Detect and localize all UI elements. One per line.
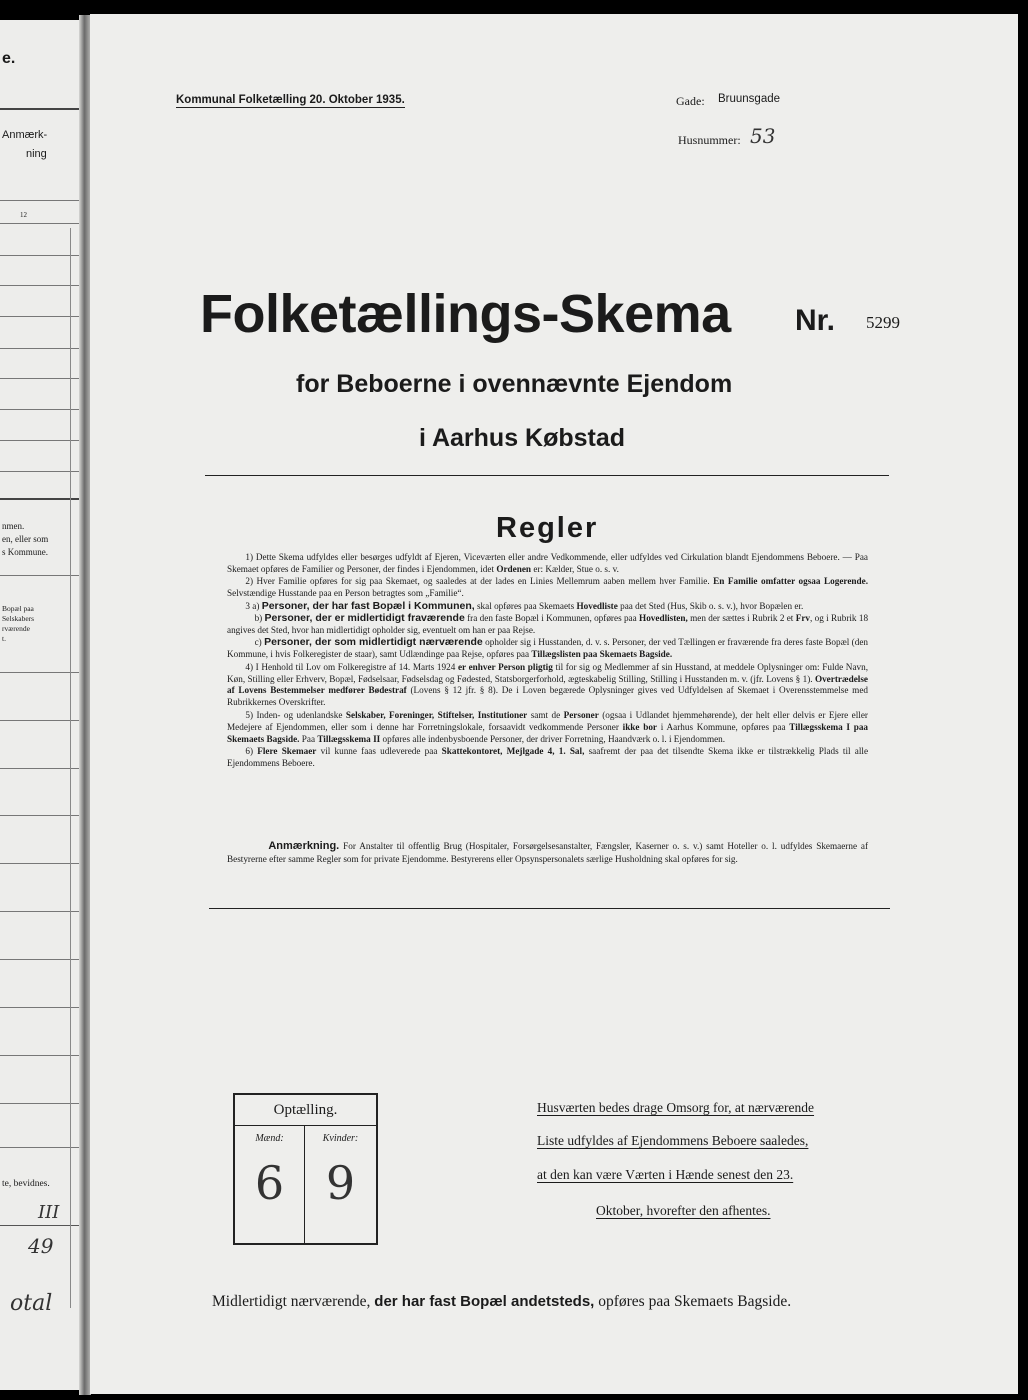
left-col-number: 12 xyxy=(20,211,27,219)
left-page-fragment xyxy=(0,20,82,1390)
women-count-value: 9 xyxy=(325,1156,356,1210)
bottom-divider xyxy=(209,908,890,909)
rule-4: 4) I Henhold til Lov om Folkeregistre af 14. Marts 1924 er enhver Person pligtig til for sig og Medlemmer af sin Husstand, at meddele Oplysninger om: Fulde Navn, Køn, Stilling eller Erhverv, Bopæl, Fødselsaar, Fødselsdag og Fødested, Statsborgerforhold, ægteskabelig Stilling, Stilling i Husstanden m. v. (jfr. Lovens § 1). Overtrædelse af Lovens Bestemmelser medfører Bødestraf (Lovens § 12 jfr. § 8). De i Loven begærede Oplysninger gives ved Udfyldelsen af Skemaet i Overensstemmelse med Rubrikkernes Overskrifter. xyxy=(227,661,869,708)
rules-heading: Regler xyxy=(496,512,599,544)
left-handwriting-c: otal xyxy=(10,1291,53,1316)
street-value: Bruunsgade xyxy=(718,93,781,105)
landlord-note-line-4: Oktober, hvorefter den afhentes. xyxy=(596,1203,771,1218)
left-handwriting-a: III xyxy=(38,1202,60,1223)
left-fragment-a2: en, eller som xyxy=(2,534,49,544)
rule-5: 5) Inden- og udenlandske Selskaber, Foreninger, Stiftelser, Institutioner samt de Personer (ogsaa i Udlandet hjemmehørende), der helt eller delvis er Ejere eller Medejere af Ejendommen, eller som i denne har Forretningslokale, forsaavidt vedkommende Personer ikke bor i Aarhus Kommune, opføres paa Tillægsskema I paa Skemaets Bagside. Paa Tillægsskema II opføres alle indenbysboende Personer, der driver Forretning, Haandværk o. l. i Ejendommen. xyxy=(227,709,869,744)
left-handwriting-b: 49 xyxy=(28,1234,54,1258)
census-title: Kommunal Folketælling 20. Oktober 1935. xyxy=(176,94,405,106)
rule-6: 6) Flere Skemaer vil kunne faas udleverede paa Skattekontoret, Mejlgade 4, 1. Sal, saafremt der paa det tilsendte Skema ikke er tilstrækkelig Plads til alle Ejendommens Beboere. xyxy=(227,746,869,768)
footer-bold: der har fast Bopæl andetsteds, xyxy=(374,1293,595,1310)
footer-notice xyxy=(212,1293,791,1311)
remark-paragraph xyxy=(227,840,868,865)
remark-text: For Anstalter til offentlig Brug (Hospitaler, Forsørgelsesanstalter, Fængsler, Kaserner o. s. v.) samt Hoteller o. l. udfyldes Skemaerne af Bestyrerne efter samme Regler som for private Ejendomme. Bestyrerens eller Opsynspersonalets særlige Husholdning skal opføres for sig. xyxy=(227,841,869,864)
left-col-header-2: ning xyxy=(26,148,47,160)
remark-label: Anmærkning. xyxy=(268,840,340,852)
landlord-note-line-3: at den kan være Værten i Hænde senest den 23. xyxy=(537,1167,794,1182)
footer-post: opføres paa Skemaets Bagside. xyxy=(598,1293,792,1310)
men-label: Mænd: xyxy=(255,1133,284,1144)
landlord-note-line-2: Liste udfyldes af Ejendommens Beboere saaledes, xyxy=(537,1133,809,1148)
rule-3c: c) Personer, der som midlertidigt nærværende opholder sig i Husstanden, d. v. s. Personer, der ved Tællingen er fraværende fra deres faste Bopæl (den Kommune, i hvis Folkeregister de staar), samt Udlændinge paa Rejse, opføres paa Tillægslisten paa Skemaets Bagside. xyxy=(227,636,869,660)
street-label: Gade: xyxy=(676,94,705,108)
house-number-label: Husnummer: xyxy=(678,133,741,147)
left-fragment-b1: Bopæl paa xyxy=(2,604,34,613)
footer-pre: Midlertidigt nærværende, xyxy=(212,1293,371,1310)
title-divider xyxy=(205,475,889,476)
left-fragment-b2: Selskabers xyxy=(2,614,35,623)
form-subtitle-2: i Aarhus Købstad xyxy=(419,424,626,452)
rule-1: 1) Dette Skema udfyldes eller besørges udfyldt af Ejeren, Viceværten eller andre Vedkommende, eller udfyldes ved Cirkulation blandt Ejendommens Beboere. — Paa Skemaet opføres de Familier og Personer, der findes i Ejendommen, idet Ordenen er: Kælder, Stue o. s. v. xyxy=(227,552,868,574)
count-box-title: Optælling. xyxy=(235,1095,376,1126)
form-nr-label: Nr. xyxy=(795,304,836,337)
form-nr-value: 5299 xyxy=(866,313,900,332)
rule-3b: b) Personer, der er midlertidigt fraværende fra den faste Bopæl i Kommunen, opføres paa Hovedlisten, men der sættes i Rubrik 2 et Frv, og i Rubrik 18 angives det Sted, hvor han midlertidigt opholder sig, eventuelt om han er paa Rejse. xyxy=(227,612,869,635)
left-top-fragment: e. xyxy=(2,50,16,67)
left-fragment-c: te, bevidnes. xyxy=(2,1179,50,1189)
women-label: Kvinder: xyxy=(322,1133,359,1144)
rules-text xyxy=(227,552,868,770)
count-box xyxy=(233,1093,378,1245)
rule-2: 2) Hver Familie opføres for sig paa Skemaet, og saaledes at der lades en Linies Mellemrum aaben mellem hver Familie. En Familie omfatter ogsaa Logerende. Selvstændige Husstande paa en Person betragtes som „Familie“. xyxy=(227,576,868,599)
rule-3a: 3 a) Personer, der har fast Bopæl i Kommunen, skal opføres paa Skemaets Hovedliste paa det Sted (Hus, Skib o. s. v.), hvor Bopælen er. xyxy=(245,599,804,612)
men-count-value: 6 xyxy=(254,1156,285,1210)
left-fragment-a1: nmen. xyxy=(2,521,25,531)
left-fragment-a3: s Kommune. xyxy=(2,547,48,557)
left-col-header-1: Anmærk- xyxy=(2,129,48,141)
left-fragment-b3: rværende xyxy=(2,624,30,633)
left-fragment-b4: t. xyxy=(2,634,6,643)
form-subtitle-1: for Beboerne i ovennævnte Ejendom xyxy=(296,370,733,398)
form-title: Folketællings-Skema xyxy=(200,284,731,344)
house-number-value: 53 xyxy=(750,124,776,148)
landlord-note-line-1: Husværten bedes drage Omsorg for, at nærværende xyxy=(537,1100,815,1115)
